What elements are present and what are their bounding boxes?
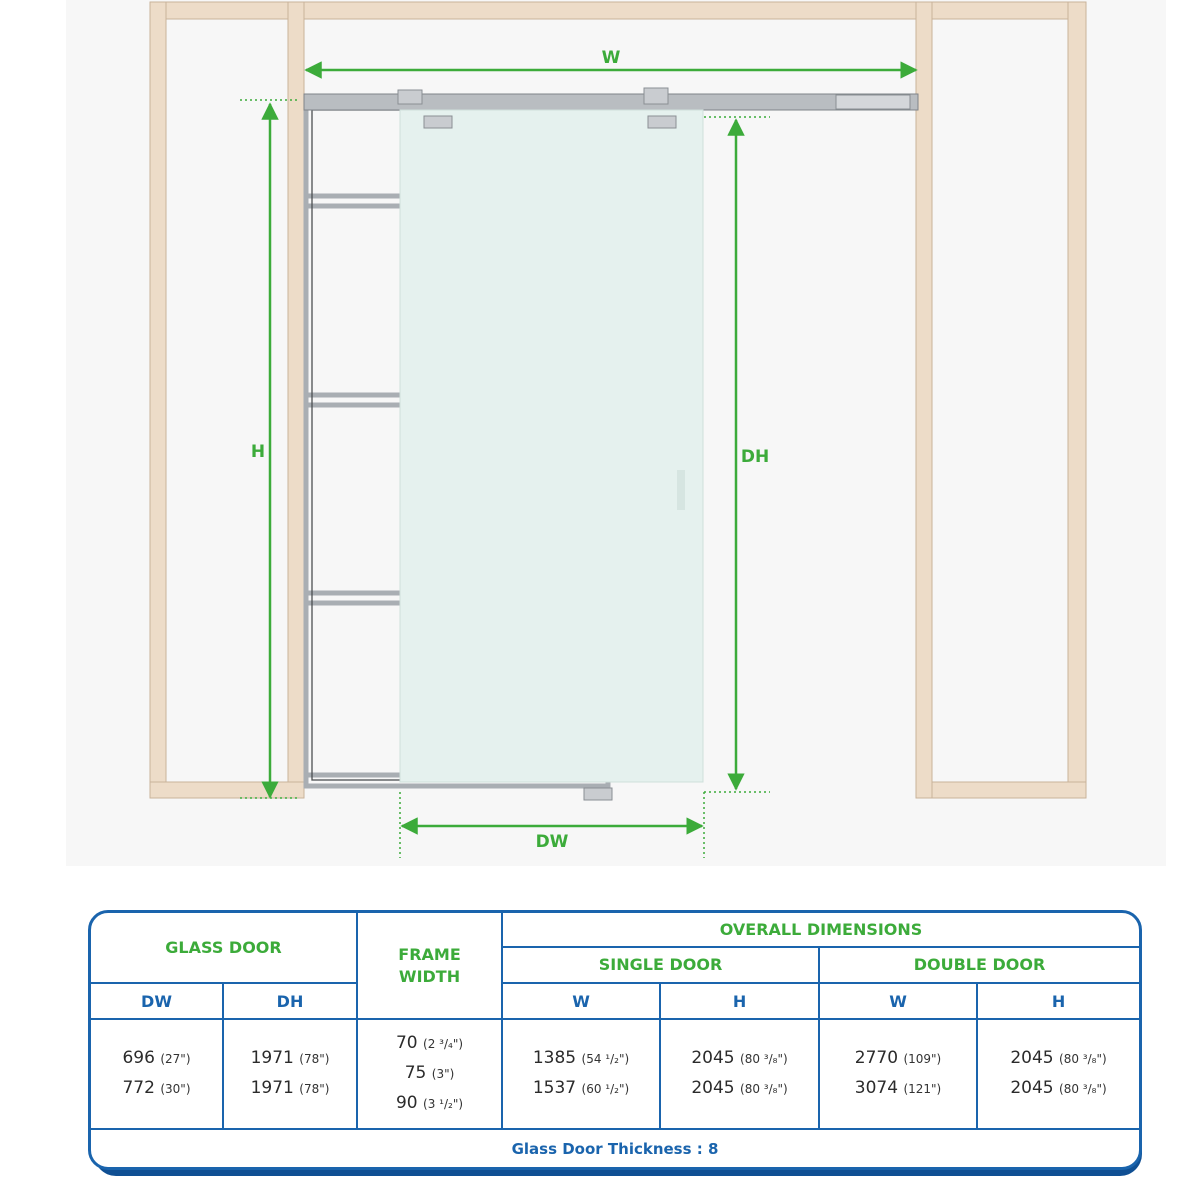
value-line: 1971 (78") [250,1048,330,1068]
dh-header: DH [224,984,358,1020]
frame-width-values-cell [358,1020,503,1130]
value-line: 70 (2 ³/₄") [395,1033,464,1053]
height-label: H [250,442,266,462]
dh-values-cell [224,1020,358,1130]
door-height-label: DH [740,447,770,467]
width-label: W [601,48,621,68]
value-line: 2045 (80 ³/₈") [1010,1048,1107,1068]
frame-width-header [358,913,503,1020]
double-w-values-cell [820,1020,978,1130]
single-h-header: H [661,984,820,1020]
value-line: 2770 (109") [854,1048,942,1068]
double-h-header: H [978,984,1139,1020]
value-line: 3074 (121") [854,1078,942,1098]
double-h-values-cell [978,1020,1139,1130]
double-w-header: W [820,984,978,1020]
single-w-values-cell [503,1020,661,1130]
single-h-values-cell [661,1020,820,1130]
door-width-label: DW [535,832,569,852]
value-line: 1971 (78") [250,1078,330,1098]
overall-dimensions-header: OVERALL DIMENSIONS [503,913,1139,948]
value-line: 696 (27") [122,1048,191,1068]
single-w-header: W [503,984,661,1020]
glass-door [400,110,703,782]
value-line: 2045 (80 ³/₈") [691,1078,788,1098]
spec-table-container [88,910,1144,1180]
floor-guide [584,788,612,800]
frame-width-header-text: FRAME WIDTH [398,944,461,986]
single-door-header: SINGLE DOOR [503,948,820,984]
glass-door-header: GLASS DOOR [91,913,358,984]
value-line: 75 (3") [404,1063,455,1083]
track-stopper [836,95,910,109]
top-track [304,94,918,110]
dw-header: DW [91,984,224,1020]
value-line: 1385 (54 ¹/₂") [532,1048,630,1068]
value-line: 90 (3 ¹/₂") [395,1093,464,1113]
spec-table [88,910,1142,1170]
value-line: 2045 (80 ³/₈") [691,1048,788,1068]
glass-door-handle [677,470,685,510]
dw-values-cell [91,1020,224,1130]
value-line: 2045 (80 ³/₈") [1010,1078,1107,1098]
value-line: 1537 (60 ¹/₂") [532,1078,630,1098]
value-line: 772 (30") [122,1078,191,1098]
double-door-header: DOUBLE DOOR [820,948,1139,984]
glass-thickness-footer: Glass Door Thickness : 8 [511,1139,719,1158]
